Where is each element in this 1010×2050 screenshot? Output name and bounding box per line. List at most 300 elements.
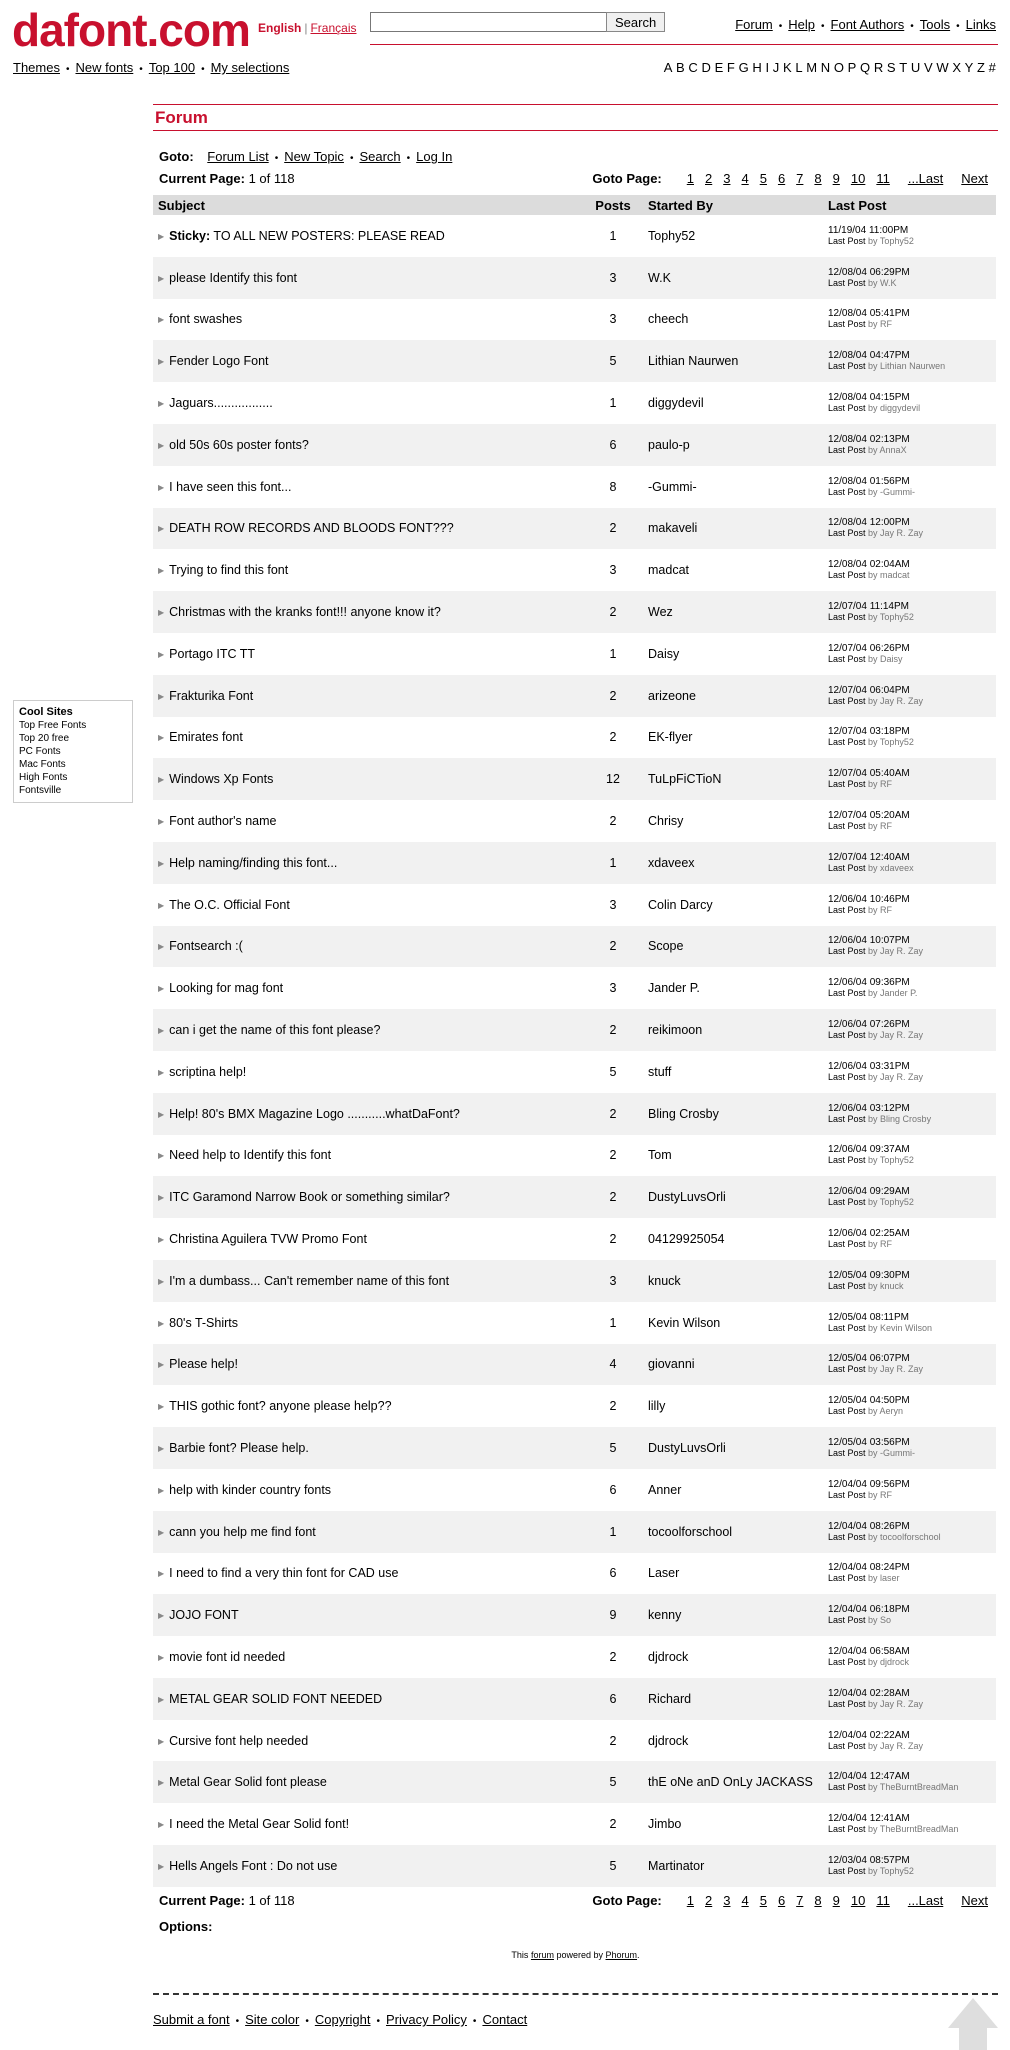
last-post-date[interactable]: 12/08/04 12:00PM xyxy=(828,517,910,529)
cool-site-link[interactable]: High Fonts xyxy=(19,772,68,783)
last-post-author[interactable]: Jay R. Zay xyxy=(880,1030,924,1041)
last-post-cell xyxy=(823,1678,996,1720)
topic-link[interactable]: movie font id needed xyxy=(169,1649,286,1664)
started-by[interactable]: xdaveex xyxy=(643,842,823,884)
footer-copyright[interactable]: Copyright xyxy=(314,2012,371,2027)
subnav-themes[interactable]: Themes xyxy=(13,60,60,75)
started-by[interactable]: Scope xyxy=(643,926,823,968)
last-post-date[interactable]: 12/04/04 12:47AM xyxy=(828,1771,910,1783)
cool-site-link[interactable]: Top 20 free xyxy=(19,733,70,744)
last-post-author[interactable]: Jay R. Zay xyxy=(880,1071,924,1082)
page-link[interactable]: 1 xyxy=(686,171,694,186)
nav-separator: • xyxy=(274,153,279,164)
last-post-date[interactable]: 12/07/04 05:40AM xyxy=(828,768,910,780)
page-link[interactable]: 4 xyxy=(741,171,749,186)
last-post-author[interactable]: Tophy52 xyxy=(879,1155,914,1166)
cool-site-link[interactable]: Fontsville xyxy=(19,785,62,796)
last-post-date[interactable]: 12/04/04 06:18PM xyxy=(828,1604,910,1616)
post-count: 4 xyxy=(583,1344,643,1386)
last-post-cell xyxy=(823,1469,996,1511)
post-count: 2 xyxy=(609,1232,617,1247)
page-link[interactable]: 3 xyxy=(723,171,731,186)
alpha-link[interactable]: # xyxy=(988,60,997,75)
last-post-author[interactable]: djdrock xyxy=(880,1656,910,1667)
last-post-author[interactable]: Jay R. Zay xyxy=(880,1698,924,1709)
started-by[interactable]: giovanni xyxy=(643,1344,823,1386)
topic-link[interactable]: Cursive font help needed xyxy=(169,1733,309,1748)
last-post-author[interactable]: RF xyxy=(880,1239,893,1250)
forum-link[interactable]: forum xyxy=(530,1949,554,1960)
last-post-author[interactable]: Daisy xyxy=(880,653,903,664)
bullet-arrow-icon: ▶ xyxy=(158,1067,165,1077)
alpha-link[interactable]: C xyxy=(688,60,699,75)
last-post-author[interactable]: -Gummi- xyxy=(880,1448,916,1458)
started-by[interactable]: Tophy52 xyxy=(648,228,696,243)
topic-link[interactable]: Windows Xp Fonts xyxy=(169,772,274,787)
topic-link[interactable]: Hells Angels Font : Do not use xyxy=(169,1858,338,1873)
table-row xyxy=(153,382,996,424)
lang-french[interactable]: Français xyxy=(310,21,357,35)
last-post-author[interactable]: diggydevil xyxy=(880,403,921,414)
topic-link[interactable]: please Identify this font xyxy=(169,270,298,285)
last-post-author[interactable]: Tophy52 xyxy=(879,737,914,748)
table-row xyxy=(153,299,996,341)
started-by[interactable]: Anner xyxy=(648,1482,682,1497)
subnav-top-100[interactable]: Top 100 xyxy=(148,60,196,75)
started-by[interactable]: Lithian Naurwen xyxy=(643,340,823,382)
topic-link[interactable]: Please help! xyxy=(169,1357,238,1372)
post-count: 2 xyxy=(609,814,617,829)
page-link[interactable]: 1 xyxy=(686,1892,694,1908)
topic-link[interactable]: Barbie font? Please help. xyxy=(169,1441,309,1455)
alpha-link[interactable]: G xyxy=(738,60,750,75)
topic-link[interactable]: Trying to find this font xyxy=(169,563,289,578)
last-post-cell xyxy=(823,1009,996,1051)
topic-link[interactable]: Help! 80's BMX Magazine Logo ...........whatDaFont? xyxy=(169,1106,460,1121)
last-post-author[interactable]: RF xyxy=(880,1489,893,1500)
table-row xyxy=(153,508,996,550)
page-link[interactable]: 5 xyxy=(759,1892,767,1908)
topic-link[interactable]: help with kinder country fonts xyxy=(169,1482,332,1497)
last-post-prefix: Last Post xyxy=(828,1239,869,1250)
last-page-link[interactable]: ...Last xyxy=(907,1892,944,1908)
started-by[interactable]: reikimoon xyxy=(643,1009,823,1051)
last-post-author[interactable]: madcat xyxy=(880,570,910,581)
last-post-date[interactable]: 12/08/04 01:56PM xyxy=(828,475,910,487)
last-post-author[interactable]: Aeryn xyxy=(879,1406,904,1417)
topic-link[interactable]: The O.C. Official Font xyxy=(169,897,290,912)
last-post-date[interactable]: 12/04/04 08:26PM xyxy=(828,1520,910,1532)
last-post-cell xyxy=(823,1093,996,1135)
last-post-author[interactable]: RF xyxy=(880,821,893,832)
alpha-link[interactable]: H xyxy=(752,60,763,75)
started-by[interactable]: Richard xyxy=(643,1678,823,1720)
last-post-author[interactable]: Tophy52 xyxy=(879,1865,914,1876)
topic-link[interactable]: DEATH ROW RECORDS AND BLOODS FONT??? xyxy=(169,521,454,536)
started-by[interactable]: Colin Darcy xyxy=(648,897,713,912)
alpha-link[interactable]: X xyxy=(952,60,962,75)
topic-link[interactable]: TO ALL NEW POSTERS: PLEASE READ xyxy=(213,228,445,243)
last-post-date[interactable]: 11/19/04 11:00PM xyxy=(828,224,909,236)
last-post-author[interactable]: tocoolforschool xyxy=(880,1531,941,1542)
started-by[interactable]: Kevin Wilson xyxy=(648,1315,721,1330)
started-by[interactable]: madcat xyxy=(648,563,689,578)
nav-separator: • xyxy=(472,2016,477,2027)
bullet-arrow-icon: ▶ xyxy=(158,1820,165,1830)
topic-link[interactable]: Portago ITC TT xyxy=(169,646,256,661)
current-page-value: 1 of 118 xyxy=(248,1892,295,1908)
last-post-date[interactable]: 12/04/04 06:58AM xyxy=(828,1645,910,1657)
last-post-info xyxy=(828,988,991,999)
last-post-prefix: Last Post xyxy=(828,1865,869,1876)
started-by[interactable]: W.K xyxy=(643,257,823,299)
last-post-author[interactable]: W.K xyxy=(880,277,897,288)
last-post-author[interactable]: TheBurntBreadMan xyxy=(879,1824,959,1835)
topic-link[interactable]: I'm a dumbass... Can't remember name of this font xyxy=(169,1273,450,1288)
last-post-author[interactable]: Jay R. Zay xyxy=(880,528,924,539)
footer-submit-a-font[interactable]: Submit a font xyxy=(153,2012,230,2027)
started-by[interactable]: Daisy xyxy=(648,646,680,661)
last-post-date[interactable]: 12/08/04 04:15PM xyxy=(828,392,910,404)
topic-link[interactable]: Christmas with the kranks font!!! anyone know it? xyxy=(169,605,441,620)
started-by[interactable]: Bling Crosby xyxy=(643,1093,823,1135)
options-label: Options: xyxy=(159,1918,213,1934)
started-by[interactable]: kenny xyxy=(643,1594,823,1636)
forum-main xyxy=(153,104,998,1960)
page-link[interactable]: 7 xyxy=(796,171,804,186)
last-post-date[interactable]: 12/05/04 03:56PM xyxy=(828,1437,910,1448)
page-link[interactable]: 8 xyxy=(814,1892,822,1908)
topic-link[interactable]: Help naming/finding this font... xyxy=(169,855,338,870)
topnav-forum[interactable]: Forum xyxy=(735,17,773,32)
alpha-link[interactable]: P xyxy=(847,60,857,75)
alpha-link[interactable]: E xyxy=(714,60,724,75)
last-post-author[interactable]: Tophy52 xyxy=(879,235,914,246)
started-by[interactable]: cheech xyxy=(648,312,689,327)
last-post-date[interactable]: 12/03/04 08:57PM xyxy=(828,1854,910,1866)
alpha-link[interactable]: U xyxy=(910,60,921,75)
topnav-tools[interactable]: Tools xyxy=(919,17,951,32)
last-post-cell xyxy=(823,717,996,759)
page-link[interactable]: 2 xyxy=(705,171,713,186)
site-logo[interactable]: dafont.com xyxy=(12,4,250,56)
alpha-link[interactable]: O xyxy=(833,60,845,75)
table-row xyxy=(153,1761,996,1803)
last-post-date[interactable]: 12/07/04 06:04PM xyxy=(828,684,910,696)
current-page-label: Current Page: xyxy=(159,1892,245,1908)
goto-search[interactable]: Search xyxy=(359,149,401,164)
topic-link[interactable]: Metal Gear Solid font please xyxy=(169,1775,327,1790)
started-by[interactable]: Tom xyxy=(648,1148,672,1163)
last-post-date[interactable]: 12/06/04 02:25AM xyxy=(828,1228,910,1240)
last-post-prefix: Last Post xyxy=(828,1489,869,1500)
topic-link[interactable]: THIS gothic font? anyone please help?? xyxy=(169,1399,392,1414)
last-post-author[interactable]: knuck xyxy=(880,1280,904,1291)
topic-link[interactable]: Emirates font xyxy=(169,730,243,745)
last-post-author[interactable]: Jander P. xyxy=(880,988,918,999)
last-page-link[interactable]: ...Last xyxy=(907,171,944,186)
alpha-link[interactable]: A xyxy=(663,60,673,75)
last-post-date[interactable]: 12/08/04 05:41PM xyxy=(828,308,910,320)
post-count: 6 xyxy=(609,1482,617,1497)
started-by[interactable]: Laser xyxy=(648,1566,680,1581)
last-post-date[interactable]: 12/06/04 09:37AM xyxy=(828,1144,910,1156)
last-post-date[interactable]: 12/06/04 07:26PM xyxy=(828,1019,910,1031)
page-link[interactable]: 11 xyxy=(876,171,890,186)
started-by[interactable]: Jander P. xyxy=(648,981,700,996)
alpha-link[interactable]: I xyxy=(765,60,770,75)
topic-link[interactable]: JOJO FONT xyxy=(169,1608,239,1623)
last-post-author[interactable]: Jay R. Zay xyxy=(880,946,924,957)
last-post-date[interactable]: 12/06/04 09:29AM xyxy=(828,1186,910,1198)
topic-link[interactable]: Jaguars................. xyxy=(169,396,273,411)
bullet-arrow-icon: ▶ xyxy=(158,984,165,994)
last-post-author[interactable]: Jay R. Zay xyxy=(880,695,924,706)
topic-link[interactable]: I need the Metal Gear Solid font! xyxy=(169,1817,350,1832)
topnav-links[interactable]: Links xyxy=(965,17,996,32)
page-link[interactable]: 4 xyxy=(741,1892,749,1908)
topic-link[interactable]: can i get the name of this font please? xyxy=(169,1023,381,1038)
topic-link[interactable]: ITC Garamond Narrow Book or something similar? xyxy=(169,1190,450,1205)
topic-link[interactable]: Need help to Identify this font xyxy=(169,1148,332,1163)
last-post-date[interactable]: 12/08/04 06:29PM xyxy=(828,266,910,278)
last-post-date[interactable]: 12/05/04 08:11PM xyxy=(828,1311,909,1323)
started-by[interactable]: TuLpFiCTioN xyxy=(643,758,823,800)
last-post-date[interactable]: 12/06/04 03:12PM xyxy=(828,1102,910,1114)
alpha-link[interactable]: M xyxy=(806,60,818,75)
alpha-link[interactable]: S xyxy=(886,60,897,75)
last-post-author[interactable]: RF xyxy=(880,319,893,330)
started-by[interactable]: arizeone xyxy=(643,675,823,717)
cool-site-link[interactable]: PC Fonts xyxy=(19,746,61,757)
post-count: 2 xyxy=(583,508,643,550)
last-post-author[interactable]: RF xyxy=(880,779,893,790)
bullet-arrow-icon: ▶ xyxy=(158,942,165,952)
topic-subject-cell xyxy=(153,508,583,550)
topic-link[interactable]: cann you help me find font xyxy=(169,1524,316,1539)
last-post-author[interactable]: Jay R. Zay xyxy=(880,1740,924,1751)
page-link[interactable]: 8 xyxy=(814,171,822,186)
cool-site-link[interactable]: Top Free Fonts xyxy=(19,720,87,731)
started-by[interactable]: djdrock xyxy=(648,1649,689,1664)
col-started-by: Started By xyxy=(643,195,823,215)
topic-link[interactable]: scriptina help! xyxy=(169,1064,247,1079)
next-page-link[interactable]: Next xyxy=(961,1892,988,1908)
started-by[interactable]: diggydevil xyxy=(648,396,704,411)
last-post-date[interactable]: 12/04/04 02:22AM xyxy=(828,1729,910,1741)
alpha-link[interactable]: Y xyxy=(964,60,974,75)
started-by[interactable]: Jimbo xyxy=(648,1817,682,1832)
post-count: 1 xyxy=(609,646,617,661)
last-post-cell xyxy=(823,1427,996,1469)
last-post-date[interactable]: 12/06/04 10:07PM xyxy=(828,935,910,947)
alpha-link[interactable]: R xyxy=(873,60,884,75)
alpha-link[interactable]: L xyxy=(795,60,804,75)
last-post-info xyxy=(828,821,991,832)
nav-separator: • xyxy=(956,21,960,32)
last-post-date[interactable]: 12/07/04 12:40AM xyxy=(828,851,910,863)
last-post-author[interactable]: Bling Crosby xyxy=(880,1113,932,1124)
last-post-date[interactable]: 12/04/04 08:24PM xyxy=(828,1562,910,1574)
started-by[interactable]: paulo-p xyxy=(643,424,823,466)
last-post-author[interactable]: xdaveex xyxy=(880,862,914,873)
topic-subject-cell xyxy=(153,1803,583,1845)
started-by[interactable]: DustyLuvsOrli xyxy=(643,1176,823,1218)
search-button[interactable]: Search xyxy=(606,12,665,32)
page-link[interactable]: 10 xyxy=(850,171,866,186)
started-by[interactable]: djdrock xyxy=(648,1733,689,1748)
back-to-top-icon-stem[interactable] xyxy=(959,2028,987,2050)
last-post-cell xyxy=(823,1720,996,1762)
powered-text: powered by xyxy=(556,1949,604,1960)
started-by[interactable]: knuck xyxy=(643,1260,823,1302)
table-row xyxy=(153,1636,996,1678)
last-post-date[interactable]: 12/06/04 09:36PM xyxy=(828,977,910,989)
topic-subject-cell xyxy=(153,1302,583,1344)
alpha-link[interactable]: N xyxy=(820,60,831,75)
topic-link[interactable]: Fender Logo Font xyxy=(169,354,269,369)
subnav-new-fonts[interactable]: New fonts xyxy=(75,60,134,75)
last-post-author[interactable]: Lithian Naurwen xyxy=(880,361,946,372)
goto-page xyxy=(592,1893,988,1908)
topic-link[interactable]: old 50s 60s poster fonts? xyxy=(169,437,309,452)
started-by[interactable]: DustyLuvsOrli xyxy=(643,1427,823,1469)
last-post-cell xyxy=(823,633,996,675)
last-post-author[interactable]: laser xyxy=(880,1573,900,1584)
last-post-author[interactable]: -Gummi- xyxy=(880,486,916,497)
topnav-help[interactable]: Help xyxy=(788,17,816,32)
topic-link[interactable]: METAL GEAR SOLID FONT NEEDED xyxy=(169,1691,383,1706)
topic-link[interactable]: 80's T-Shirts xyxy=(169,1315,239,1330)
started-by[interactable]: stuff xyxy=(648,1064,672,1079)
goto-log-in[interactable]: Log In xyxy=(416,149,453,164)
started-by[interactable]: Martinator xyxy=(643,1845,823,1887)
table-row xyxy=(153,1678,996,1720)
alpha-link[interactable]: Z xyxy=(977,60,986,75)
bullet-arrow-icon: ▶ xyxy=(158,566,165,576)
alpha-link[interactable]: V xyxy=(923,60,934,75)
started-by[interactable]: Chrisy xyxy=(648,814,684,829)
last-post-date[interactable]: 12/08/04 04:47PM xyxy=(828,350,910,362)
last-post-date[interactable]: 12/07/04 05:20AM xyxy=(828,810,910,822)
topic-link[interactable]: font swashes xyxy=(169,312,243,327)
alpha-link[interactable]: B xyxy=(676,60,686,75)
last-post-info xyxy=(828,236,991,247)
topic-link[interactable]: Font author's name xyxy=(169,814,277,829)
last-post-author[interactable]: Tophy52 xyxy=(879,612,914,623)
started-by[interactable]: -Gummi- xyxy=(648,479,697,494)
post-count: 5 xyxy=(583,340,643,382)
post-count: 6 xyxy=(583,1678,643,1720)
alpha-link[interactable]: Q xyxy=(860,60,871,75)
last-post-date[interactable]: 12/07/04 11:14PM xyxy=(828,601,909,613)
last-post-author[interactable]: Kevin Wilson xyxy=(880,1322,933,1333)
topnav-font-authors[interactable]: Font Authors xyxy=(830,17,905,32)
bullet-arrow-icon: ▶ xyxy=(158,440,165,450)
last-post-info xyxy=(828,445,991,456)
page-link[interactable]: 9 xyxy=(832,1892,840,1908)
footer-contact[interactable]: Contact xyxy=(482,2012,528,2027)
alpha-link[interactable]: W xyxy=(936,60,950,75)
page-link[interactable]: 6 xyxy=(777,171,786,186)
topic-link[interactable]: Fontsearch :( xyxy=(169,939,243,954)
last-post-date[interactable]: 12/06/04 03:31PM xyxy=(828,1060,910,1072)
last-post-cell xyxy=(823,967,996,1009)
last-post-date[interactable]: 12/04/04 12:41AM xyxy=(828,1813,910,1825)
last-post-date[interactable]: 12/07/04 06:26PM xyxy=(828,642,910,654)
last-post-author[interactable]: TheBurntBreadMan xyxy=(879,1782,959,1793)
footer-privacy-policy[interactable]: Privacy Policy xyxy=(386,2012,467,2027)
alpha-link[interactable]: K xyxy=(782,60,793,75)
started-by[interactable]: Wez xyxy=(643,591,823,633)
alpha-link[interactable]: F xyxy=(726,60,736,75)
started-by[interactable]: thE oNe anD OnLy JACKASS xyxy=(643,1761,823,1803)
topic-link[interactable]: I need to find a very thin font for CAD use xyxy=(169,1566,399,1581)
last-post-date[interactable]: 12/05/04 04:50PM xyxy=(828,1395,910,1407)
started-by[interactable]: tocoolforschool xyxy=(643,1511,823,1553)
last-post-date[interactable]: 12/04/04 02:28AM xyxy=(828,1687,910,1699)
topic-link[interactable]: Frakturika Font xyxy=(169,688,254,703)
last-post-date[interactable]: 12/04/04 09:56PM xyxy=(828,1478,910,1490)
page-link[interactable]: 9 xyxy=(832,171,840,186)
sub-navigation xyxy=(13,60,289,75)
last-post-date[interactable]: 12/05/04 09:30PM xyxy=(828,1269,910,1281)
cool-site-link[interactable]: Mac Fonts xyxy=(19,759,66,770)
page-link[interactable]: 7 xyxy=(796,1892,804,1908)
started-by[interactable]: 04129925054 xyxy=(648,1232,725,1247)
page-link[interactable]: 6 xyxy=(777,1892,786,1908)
last-post-date[interactable]: 12/05/04 06:07PM xyxy=(828,1353,910,1365)
page-link[interactable]: 10 xyxy=(850,1892,866,1908)
last-post-author[interactable]: Tophy52 xyxy=(879,1197,914,1208)
last-post-author[interactable]: So xyxy=(880,1615,892,1626)
started-by[interactable]: EK-flyer xyxy=(648,730,693,745)
topic-link[interactable]: Looking for mag font xyxy=(169,981,284,996)
last-post-by-word: by xyxy=(868,737,880,748)
topic-link[interactable]: Christina Aguilera TVW Promo Font xyxy=(169,1232,367,1247)
last-post-author[interactable]: RF xyxy=(880,904,893,915)
page-link[interactable]: 11 xyxy=(876,1892,890,1908)
page-link[interactable]: 2 xyxy=(705,1892,713,1908)
lang-english[interactable]: English xyxy=(258,21,302,35)
last-post-date[interactable]: 12/07/04 03:18PM xyxy=(828,726,910,738)
alpha-link[interactable]: T xyxy=(899,60,908,75)
footer-site-color[interactable]: Site color xyxy=(245,2012,300,2027)
search-input[interactable] xyxy=(370,12,610,32)
page-link[interactable]: 3 xyxy=(723,1892,731,1908)
started-by[interactable]: lilly xyxy=(648,1399,666,1414)
alpha-link[interactable]: J xyxy=(772,60,780,75)
topic-subject-cell xyxy=(153,1260,583,1302)
last-post-author[interactable]: AnnaX xyxy=(879,444,907,455)
subnav-my-selections[interactable]: My selections xyxy=(210,60,290,75)
phorum-link[interactable]: Phorum xyxy=(605,1949,638,1960)
next-page-link[interactable]: Next xyxy=(961,171,988,186)
goto-new-topic[interactable]: New Topic xyxy=(284,149,344,164)
page-link[interactable]: 5 xyxy=(759,171,767,186)
topic-link[interactable]: I have seen this font... xyxy=(169,479,292,494)
started-by[interactable]: makaveli xyxy=(643,508,823,550)
back-to-top-icon[interactable] xyxy=(948,1998,998,2028)
col-subject: Subject xyxy=(153,195,583,215)
last-post-date[interactable]: 12/08/04 02:13PM xyxy=(828,433,910,445)
last-post-author[interactable]: Jay R. Zay xyxy=(880,1364,924,1375)
last-post-date[interactable]: 12/06/04 10:46PM xyxy=(828,893,910,905)
alpha-link[interactable]: D xyxy=(701,60,712,75)
goto-forum-list[interactable]: Forum List xyxy=(207,149,269,164)
last-post-by-word: by xyxy=(868,1531,881,1542)
last-post-date[interactable]: 12/08/04 02:04AM xyxy=(828,559,910,571)
